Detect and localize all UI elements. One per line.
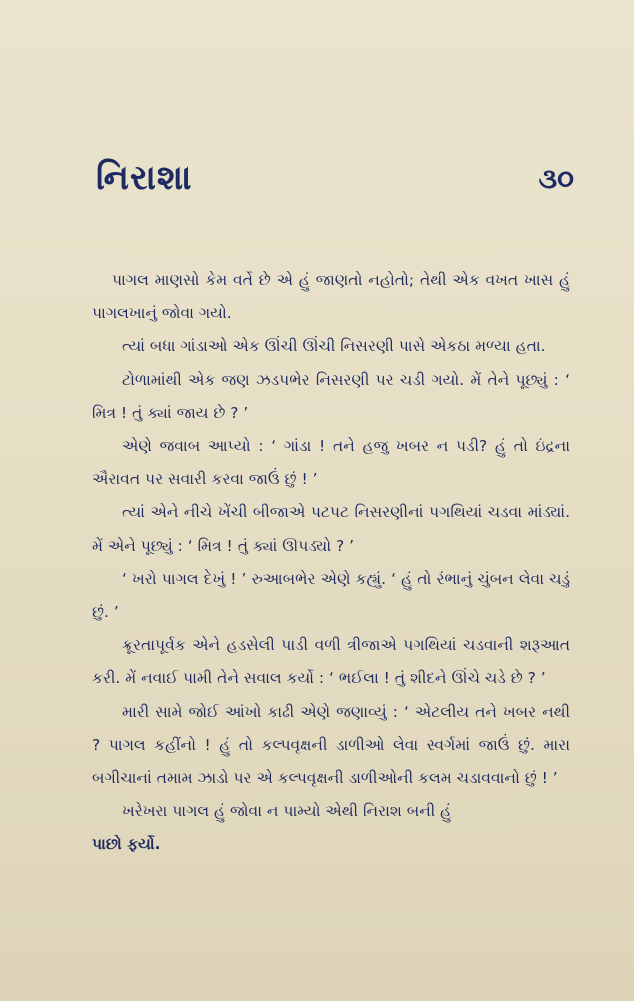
paragraph: ‘ ખરો પાગલ દેખું ! ’ રુઆબભેર એણે કહ્યું. ‘ હું તો રંભાનું ચુંબન લેવા ચડું છું. ’ — [92, 569, 570, 622]
page-body — [92, 264, 570, 862]
paragraph: ટોળામાંથી એક જણ ઝડપભેર નિસરણી પર ચડી ગયો. મેં તેને પૂછ્યું : ‘ મિત્ર ! તું ક્યાં જાય છે ? ’ — [92, 370, 570, 422]
paragraph: મારી સામે જોઈ આંખો કાઢી એણે જણાવ્યું : ‘ એટલીય તને ખબર નથી ? પાગલ કહીંનો ! હું તો કલ્પવૃક્ષની ડાળીઓ લેવા સ્વર્ગમાં જાઉં છું. મારા બગીચાનાં તમામ ઝાડો પર એ કલ્પવૃક્ષની ડાળીઓની કલમ ચડાવવાનો છું ! ’ — [92, 702, 570, 788]
paragraph: ત્યાં બધા ગાંડાઓ એક ઊંચી ઊંચી નિસરણી પાસે એકઠા મળ્યા હતા. — [122, 337, 546, 356]
paragraph: પાગલ માણસો કેમ વર્તે છે એ હું જાણતો નહોતો; તેથી એક વખત ખાસ હું પાગલખાનું જોવા ગયો. — [92, 271, 570, 323]
page-header — [96, 158, 574, 208]
paragraph: ક્રૂરતાપૂર્વક એને હડસેલી પાડી વળી ત્રીજાએ પગથિયાં ચડવાની શરૂઆત કરી. મેં નવાઈ પામી તેને સવાલ કર્યો : ‘ ભઈલા ! તું શીદને ઊંચે ચડે છે ? ’ — [92, 636, 570, 688]
paragraph: એણે જવાબ આપ્યો : ‘ ગાંડા ! તને હજુ ખબર ન પડી? હું તો ઇંદ્રના ઐરાવત પર સવારી કરવા જાઉં છું ! ’ — [92, 437, 570, 489]
chapter-title: નિરાશા — [96, 158, 193, 198]
paragraph: ત્યાં એને નીચે ખેંચી બીજાએ પટપટ નિસરણીનાં પગથિયાં ચડવા માંડ્યાં. મેં એને પૂછ્યું : ‘ મિત્ર ! તું ક્યાં ઊપડ્યો ? ’ — [92, 503, 570, 555]
paragraph-last-line: પાછો ફર્યો. — [92, 835, 161, 854]
page-number: ૩૦ — [538, 162, 574, 195]
paragraph: ખરેખરા પાગલ હું જોવા ન પામ્યો એથી નિરાશ બની હું — [122, 802, 452, 821]
